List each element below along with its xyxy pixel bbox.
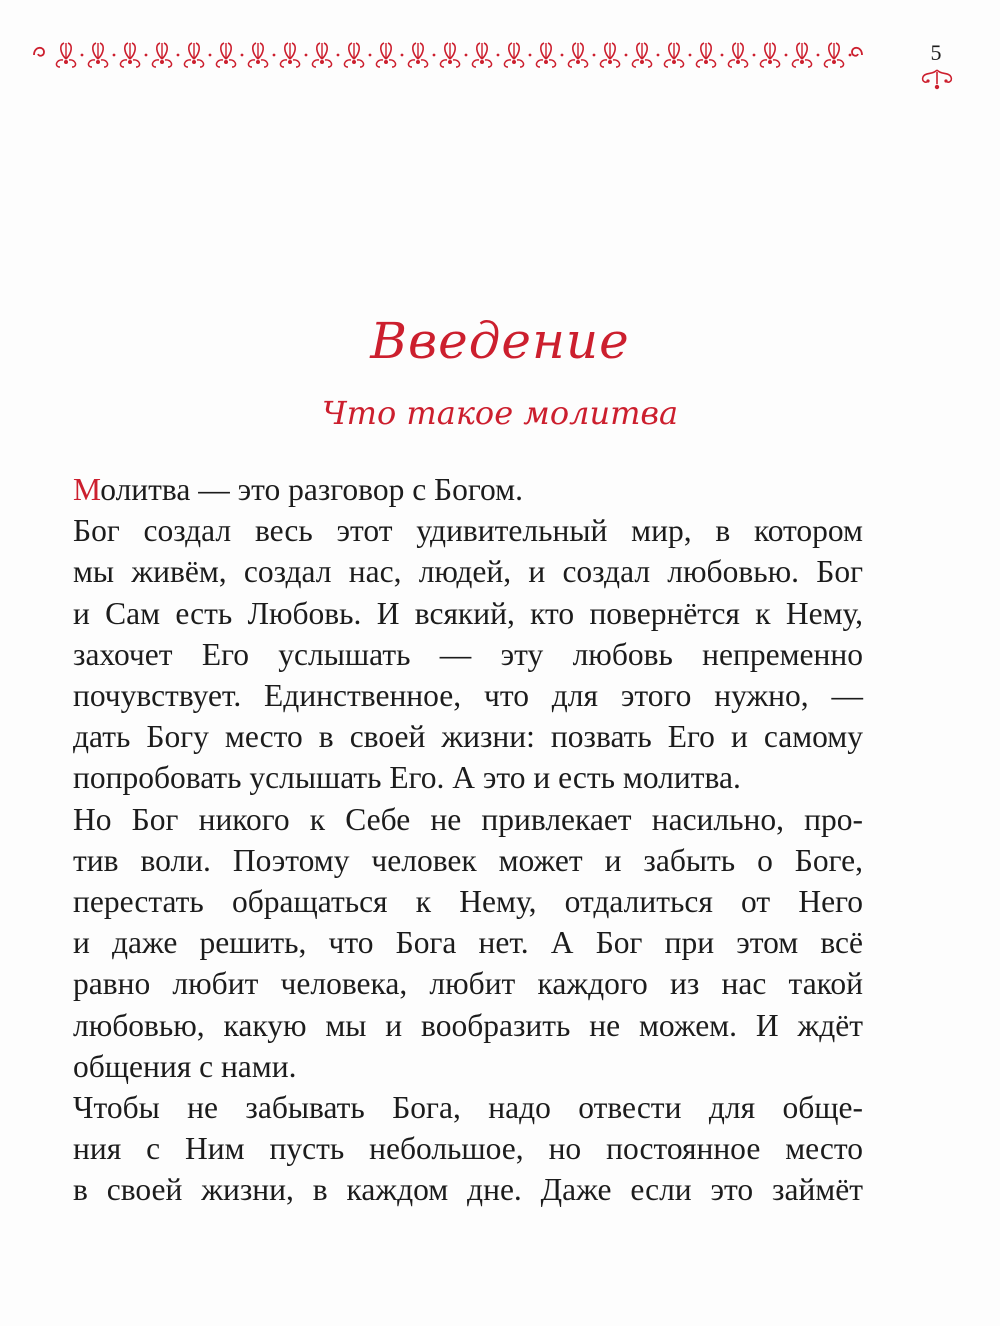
ornament-motif: [578, 43, 583, 59]
ornament-motif: [741, 60, 748, 67]
ornament-motif: [369, 54, 372, 57]
ornament-motif: [408, 60, 415, 67]
ornament-motif: [797, 43, 802, 59]
ornament-motif: [593, 54, 596, 57]
text-line: тив воли. Поэтому человек может и забыть о Боге,: [73, 842, 863, 878]
ornament-motif: [642, 43, 647, 59]
ornament-motif: [177, 54, 180, 57]
ornament-motif: [792, 60, 799, 67]
ornament-motif: [465, 54, 468, 57]
ornament-motif: [344, 60, 351, 67]
ornament-motif: [610, 43, 615, 59]
paragraph-2: [73, 510, 863, 798]
text-line: любовью, какую мы и вообразить не можем. И ждёт: [73, 1007, 863, 1043]
ornament-motif: [69, 60, 76, 67]
ornament-motif: [290, 43, 295, 59]
ornament-motif: [256, 60, 260, 64]
ornament-motif: [605, 43, 610, 59]
ornament-motif: [162, 43, 167, 59]
ornament-motif: [637, 43, 642, 59]
ornament-motif: [738, 43, 743, 59]
ornament-motif: [701, 43, 706, 59]
text-line: Но Бог никого к Себе не привлекает насильно, про-: [73, 801, 863, 837]
ornament-motif: [472, 60, 479, 67]
ornament-motif: [824, 60, 831, 67]
body-text: [73, 469, 863, 1211]
text-line: дать Богу место в своей жизни: позвать Его и самому: [73, 719, 863, 755]
ornament-motif: [81, 54, 84, 57]
ornament-motif: [120, 60, 127, 67]
ornament-motif: [229, 60, 236, 67]
ornament-motif: [288, 60, 292, 64]
ornament-motif: [192, 60, 196, 64]
ornament-motif: [581, 60, 588, 67]
ornament-motif: [209, 54, 212, 57]
ornament-motif: [128, 60, 132, 64]
text-line: Бог создал весь этот удивительный мир, в котором: [73, 513, 863, 549]
ornament-motif: [497, 54, 500, 57]
ornament-motif: [632, 60, 639, 67]
page-number-flourish-icon: [917, 66, 957, 92]
ornament-motif: [357, 60, 364, 67]
ornament-motif: [608, 60, 612, 64]
ornament-motif: [152, 60, 159, 67]
ornament-motif: [224, 60, 228, 64]
ornament-motif: [352, 60, 356, 64]
ornament-motif: [194, 43, 199, 59]
ornament-motif: [165, 60, 172, 67]
text-line: почувствует. Единственное, что для этого нужно, —: [73, 678, 863, 714]
chapter-subtitle: Что такое молитва: [321, 394, 679, 432]
text-line: перестать обращаться к Нему, отдалиться от Него: [73, 884, 863, 920]
ornament-motif: [253, 43, 258, 59]
ornament-motif: [677, 60, 684, 67]
ornament-motif: [312, 60, 319, 67]
ornament-motif: [96, 60, 100, 64]
ornament-motif: [645, 60, 652, 67]
ornament-motif: [672, 60, 676, 64]
ornament-motif: [485, 60, 492, 67]
ornament-motif: [696, 60, 703, 67]
ornament-motif: [293, 60, 300, 67]
text-line: попробовать услышать Его. А это и есть молитва.: [73, 760, 741, 796]
ornament-motif: [773, 60, 780, 67]
ornament-motif: [517, 60, 524, 67]
ornament-motif: [753, 54, 756, 57]
ornament-motif: [504, 60, 511, 67]
ornament-motif: [389, 60, 396, 67]
ornament-motif: [160, 60, 164, 64]
text-line: ния с Ним пусть небольшое, но постоянное место: [73, 1131, 863, 1167]
ornament-motif: [317, 43, 322, 59]
ornament-motif: [130, 43, 135, 59]
ornament-motif: [669, 43, 674, 59]
ornament-motif: [689, 54, 692, 57]
ornament-motif: [576, 60, 580, 64]
ornament-motif: [529, 54, 532, 57]
ornament-motif: [480, 60, 484, 64]
ornament-motif: [802, 43, 807, 59]
ornament-motif: [226, 43, 231, 59]
ornament-motif: [384, 60, 388, 64]
ornament-motif: [125, 43, 130, 59]
ornament-motif: [728, 60, 735, 67]
text-line: мы живём, создал нас, людей, и создал любовью. Бог: [73, 554, 863, 590]
page-number: 5: [930, 40, 942, 65]
text-line: захочет Его услышать — эту любовь непременно: [73, 636, 863, 672]
ornament-motif: [770, 43, 775, 59]
ornament-motif: [421, 60, 428, 67]
ornament-motif: [852, 48, 862, 56]
ornament-motif: [285, 43, 290, 59]
ornament-motif: [706, 43, 711, 59]
ornament-motif: [834, 43, 839, 59]
ornament-motif: [157, 43, 162, 59]
ornament-motif: [34, 48, 44, 56]
ornament-motif: [573, 43, 578, 59]
ornament-motif: [800, 60, 804, 64]
paragraph-4: [73, 1087, 863, 1211]
ornament-motif: [101, 60, 108, 67]
ornament-motif: [837, 60, 844, 67]
ornament-motif: [625, 54, 628, 57]
ornament-motif: [354, 43, 359, 59]
ornament-motif: [418, 43, 423, 59]
ornament-motif: [349, 43, 354, 59]
ornament-motif: [189, 43, 194, 59]
ornament-motif: [760, 60, 767, 67]
ornament-motif: [145, 54, 148, 57]
text-line-content: олитва — это разговор с Богом.: [100, 472, 523, 507]
ornament-motif: [93, 43, 98, 59]
ornament-motif: [381, 43, 386, 59]
ornament-motif: [600, 60, 607, 67]
ornament-motif: [261, 60, 268, 67]
ornament-motif: [216, 60, 223, 67]
ornament-motif: [544, 60, 548, 64]
ornament-motif: [88, 60, 95, 67]
ornament-motif: [273, 54, 276, 57]
ornament-motif: [549, 60, 556, 67]
ornament-motif: [197, 60, 204, 67]
chapter-title: Введение: [370, 312, 630, 370]
ornament-motif: [221, 43, 226, 59]
text-line: равно любит человека, любит каждого из нас такой: [73, 966, 863, 1002]
ornament-motif: [482, 43, 487, 59]
ornament-motif: [736, 60, 740, 64]
ornament-motif: [733, 43, 738, 59]
ornament-motif: [640, 60, 644, 64]
ornament-motif: [133, 60, 140, 67]
decorative-ornament-band: [30, 38, 866, 72]
ornament-motif: [433, 54, 436, 57]
ornament-motif: [440, 60, 447, 67]
ornament-motif: [413, 43, 418, 59]
text-line: в своей жизни, в каждом дне. Даже если это займёт: [73, 1172, 863, 1208]
ornament-motif: [514, 43, 519, 59]
ornament-motif: [768, 60, 772, 64]
paragraph-1: [73, 469, 863, 510]
ornament-motif: [320, 60, 324, 64]
ornament-motif: [704, 60, 708, 64]
text-line: общения с нами.: [73, 1048, 297, 1084]
ornament-motif: [305, 54, 308, 57]
ornament-motif: [64, 60, 68, 64]
text-line: и Сам есть Любовь. И всякий, кто повернётся к Нему,: [73, 595, 863, 631]
ornament-motif: [765, 43, 770, 59]
ornament-motif: [568, 60, 575, 67]
drop-cap: М: [73, 472, 101, 507]
ornament-motif: [322, 43, 327, 59]
ornament-motif: [386, 43, 391, 59]
text-line: Чтобы не забывать Бога, надо отвести для обще-: [73, 1090, 863, 1126]
ornament-motif: [184, 60, 191, 67]
text-line: и даже решить, что Бога нет. А Бог при этом всё: [73, 925, 863, 961]
ornament-motif: [832, 60, 836, 64]
ornament-motif: [61, 43, 66, 59]
ornament-motif: [829, 43, 834, 59]
ornament-motif: [453, 60, 460, 67]
ornament-motif: [280, 60, 287, 67]
ornament-motif: [98, 43, 103, 59]
ornament-motif: [541, 43, 546, 59]
ornament-motif: [258, 43, 263, 59]
ornament-motif: [248, 60, 255, 67]
ornament-motif: [546, 43, 551, 59]
ornament-motif: [66, 43, 71, 59]
ornament-motif: [448, 60, 452, 64]
ornament-motif: [416, 60, 420, 64]
ornament-motif: [709, 60, 716, 67]
ornament-motif: [445, 43, 450, 59]
ornament-motif: [664, 60, 671, 67]
ornament-motif: [337, 54, 340, 57]
ornament-motif: [849, 54, 852, 57]
ornament-motif: [561, 54, 564, 57]
ornament-motif: [509, 43, 514, 59]
ornament-motif: [512, 60, 516, 64]
ornament-motif: [401, 54, 404, 57]
ornament-motif: [325, 60, 332, 67]
ornament-motif: [241, 54, 244, 57]
ornament-motif: [805, 60, 812, 67]
ornament-motif: [536, 60, 543, 67]
ornament-motif: [613, 60, 620, 67]
ornament-motif: [721, 54, 724, 57]
ornament-motif: [113, 54, 116, 57]
paragraph-3: [73, 799, 863, 1087]
ornament-motif: [785, 54, 788, 57]
ornament-motif: [657, 54, 660, 57]
text-line: [73, 469, 863, 510]
ornament-motif: [817, 54, 820, 57]
ornament-motif: [477, 43, 482, 59]
ornament-motif: [56, 60, 63, 67]
ornament-motif: [674, 43, 679, 59]
ornament-motif: [450, 43, 455, 59]
ornament-motif: [376, 60, 383, 67]
